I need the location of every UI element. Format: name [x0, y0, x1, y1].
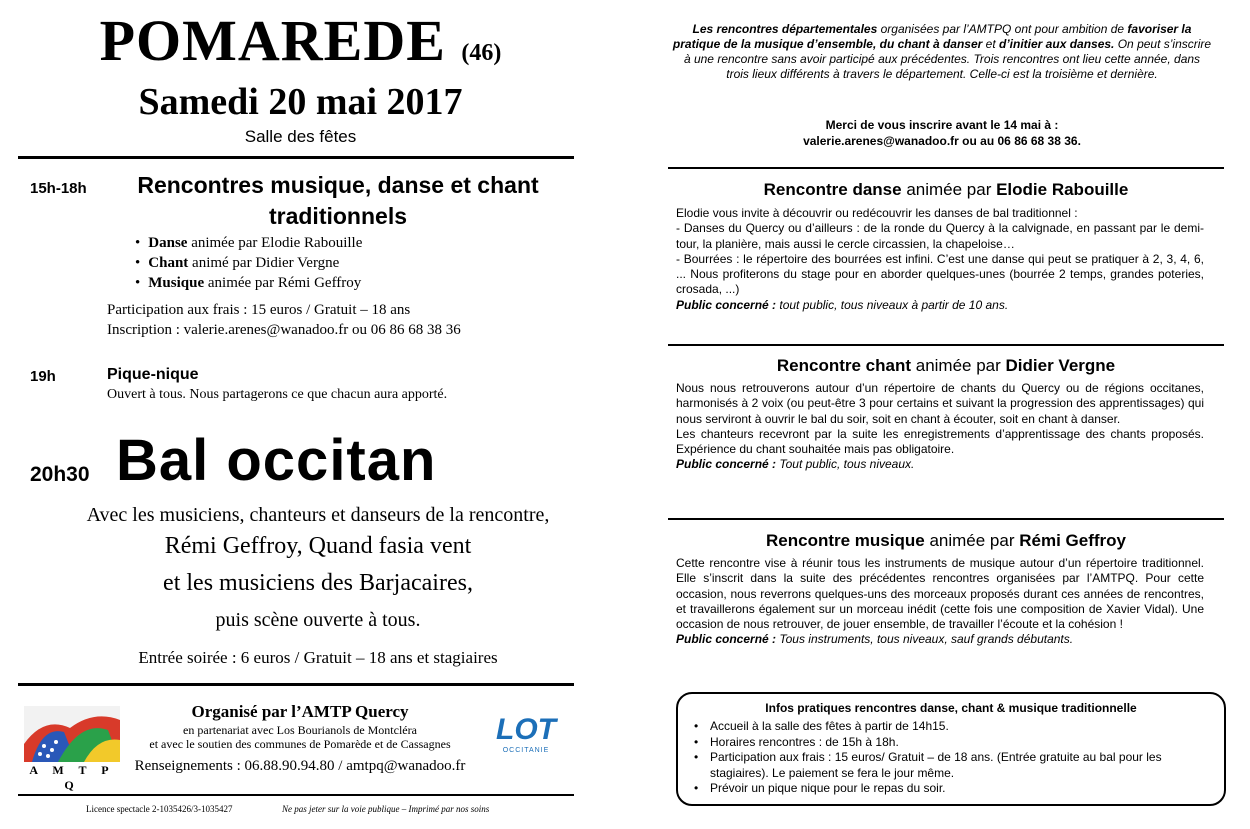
event-department: (46) [461, 40, 502, 66]
public-line [676, 457, 1204, 472]
section-title-bold: Rencontre danse [763, 180, 902, 199]
afternoon-fees: Participation aux frais : 15 euros / Gratuit – 18 ans [107, 302, 411, 318]
footer-licence: Licence spectacle 2-1035426/3-1035427 [86, 804, 233, 814]
divider [18, 794, 574, 796]
bal-title: Bal occitan [116, 428, 437, 493]
registration-deadline [672, 117, 1212, 149]
organizer-contact: Renseignements : 06.88.90.94.80 / amtpq@wanadoo.fr [134, 758, 466, 774]
bal-line3: et les musiciens des Barjacaires, [163, 570, 473, 596]
amtpq-logo-label: A M T P Q [29, 763, 115, 792]
organizer-partner1: en partenariat avec Los Bourianols de Montcléra [183, 723, 417, 737]
section-title-bold: Rencontre chant [776, 356, 912, 375]
afternoon-registration: Inscription : valerie.arenes@wanadoo.fr ou 06 86 68 38 36 [107, 322, 461, 338]
bal-fees: Entrée soirée : 6 euros / Gratuit – 18 ans et stagiaires [138, 648, 498, 667]
public-line [676, 632, 1204, 647]
public-text: Tous instruments, tous niveaux, sauf grands débutants. [776, 632, 1074, 647]
footer-note: Ne pas jeter sur la voie publique – Imprimé par nos soins [282, 804, 490, 814]
paragraph: Elodie vous invite à découvrir ou redécouvrir les danses de bal traditionnel : [676, 206, 1078, 220]
public-line [676, 298, 1204, 313]
public-text: tout public, tous niveaux à partir de 10 ans. [776, 297, 1009, 312]
section-title-bold: Rencontre musique [766, 531, 925, 550]
intro-text-part: et [982, 37, 1000, 51]
intro-text-part: On peut s’inscrire à une rencontre sans avoir participé aux précédentes. Trois rencontres ont lieu cette année, dans trois lieux différents à travers le département. Celle-ci est la troisième et dernière. [683, 37, 1212, 81]
intro-bold: favoriser la pratique de la musique d’ensemble, du chant à danser [672, 22, 1192, 51]
lot-logo-sub: OCCITANIE [502, 747, 550, 754]
intro-bold: Les rencontres départementales [692, 22, 878, 36]
paragraph: - Danses du Quercy ou d’ailleurs : de la ronde du Quercy à la calvignade, en passant par le demi-tour, la planière, mais aussi le cercle circassien, la chapeloise… [676, 221, 1204, 251]
info-list [694, 719, 1206, 797]
paragraph: Nous nous retrouverons autour d’un répertoire de chants du Quercy ou de régions occitanes, harmonisés à 2 voix (ou peut-être 3 pour certains et suivant la progression des apprentissages) qui nous serviront à ouvrir le bal du soir, soit en chant à écouter, soit en chant à danser. [676, 381, 1204, 426]
afternoon-time: 15h-18h [30, 180, 87, 197]
list-item [135, 273, 362, 293]
paragraph: - Bourrées : le répertoire des bourrées est infini. C’est une danse qui peut se pratiquer à 2, 3, 4, 6, ... Nous profiterons du stage pour en aborder quelques-unes (bourrée 2 temps, grandes poteries, crosada, ...) [676, 251, 1204, 297]
section-title-name: Elodie Rabouille [996, 180, 1129, 199]
list-item [135, 233, 362, 253]
list-item: • Participation aux frais : 15 euros/ Gratuit – de 18 ans. (Entrée gratuite au bal pour les stagiaires). Le paiement se fera le jour même. [694, 750, 1206, 781]
list-item: • Horaires rencontres : de 15h à 18h. [694, 735, 1206, 751]
deadline-line: Merci de vous inscrire avant le 14 mai à : [825, 118, 1059, 132]
list-item [135, 253, 362, 273]
activity-name: Musique [148, 275, 205, 291]
deadline-contact: valerie.arenes@wanadoo.fr ou au 06 86 68 38 36. [803, 134, 1081, 148]
public-text: Tout public, tous niveaux. [776, 457, 915, 472]
section-danse-title [668, 180, 1224, 200]
event-title-text: POMAREDE [99, 8, 446, 73]
activity-detail: animée par Elodie Rabouille [187, 235, 363, 251]
public-label: Public concerné : [676, 297, 777, 312]
section-title-name: Rémi Geffroy [1019, 531, 1126, 550]
info-title: Infos pratiques rencontres danse, chant & musique traditionnelle [765, 701, 1137, 715]
paragraph: Les chanteurs recevront par la suite les enregistrements d’apprentissage des chants proposés. Expérience du chant souhaitée mais pas obligatoire. [676, 426, 1204, 457]
picnic-title: Pique-nique [107, 366, 199, 383]
section-musique-body [676, 556, 1204, 648]
list-item: • Accueil à la salle des fêtes à partir de 14h15. [694, 719, 1206, 735]
public-label: Public concerné : [676, 457, 777, 472]
event-date: Samedi 20 mai 2017 [138, 81, 463, 123]
intro-text [672, 22, 1212, 82]
section-chant-body [676, 381, 1204, 473]
activity-detail: animée par Rémi Geffroy [204, 275, 362, 291]
bal-line1: Avec les musiciens, chanteurs et danseurs de la rencontre, [86, 504, 550, 526]
divider [18, 683, 574, 686]
section-title-mid: animée par [911, 356, 1006, 375]
afternoon-title: Rencontres musique, danse et chant traditionnels [137, 172, 539, 229]
section-title-mid: animée par [924, 531, 1020, 550]
section-title-name: Didier Vergne [1005, 356, 1116, 375]
activity-name: Danse [148, 235, 188, 251]
section-musique-title [668, 531, 1224, 551]
activity-name: Chant [148, 255, 189, 271]
section-title-mid: animée par [901, 180, 997, 199]
intro-bold: d’initier aux danses. [999, 37, 1115, 51]
divider [18, 156, 574, 159]
intro-text-part: organisées par l’AMTPQ ont pour ambition de [877, 22, 1128, 36]
activities-list [135, 233, 362, 293]
bal-time: 20h30 [30, 463, 90, 486]
section-danse-body [676, 206, 1204, 313]
lot-logo-text: LOT [496, 713, 556, 746]
divider [668, 344, 1224, 346]
paragraph: Cette rencontre vise à réunir tous les instruments de musique autour d’un répertoire traditionnel. Elle s’inscrit dans la suite des précédentes rencontres organisées par l’AMTPQ. Pour cette occasion, nous reverrons quelques-uns des morceaux proposés durant ces années de rencontres, et travaillerons également sur un morceau inédit (cette fois une composition de Xavier Vidal). Une occasion de nous retrouver, de jouer ensemble, de travailler l’écoute et la cohésion ! [676, 556, 1204, 632]
lot-logo-icon [492, 708, 560, 756]
picnic-text: Ouvert à tous. Nous partagerons ce que chacun aura apporté. [107, 387, 448, 402]
organizer-partner2: et avec le soutien des communes de Pomarède et de Cassagnes [149, 737, 451, 751]
event-venue: Salle des fêtes [244, 127, 357, 146]
bal-line4: puis scène ouverte à tous. [215, 609, 421, 631]
organizer-title: Organisé par l’AMTP Quercy [191, 702, 409, 721]
amtpq-logo-icon [24, 706, 120, 762]
list-item: • Prévoir un pique nique pour le repas du soir. [694, 781, 1206, 797]
activity-detail: animé par Didier Vergne [188, 255, 340, 271]
bal-line2: Rémi Geffroy, Quand fasia vent [164, 533, 472, 559]
section-chant-title [668, 356, 1224, 376]
public-label: Public concerné : [676, 632, 777, 647]
event-title [18, 8, 583, 86]
divider [668, 167, 1224, 169]
picnic-time: 19h [30, 368, 56, 385]
divider [668, 518, 1224, 520]
